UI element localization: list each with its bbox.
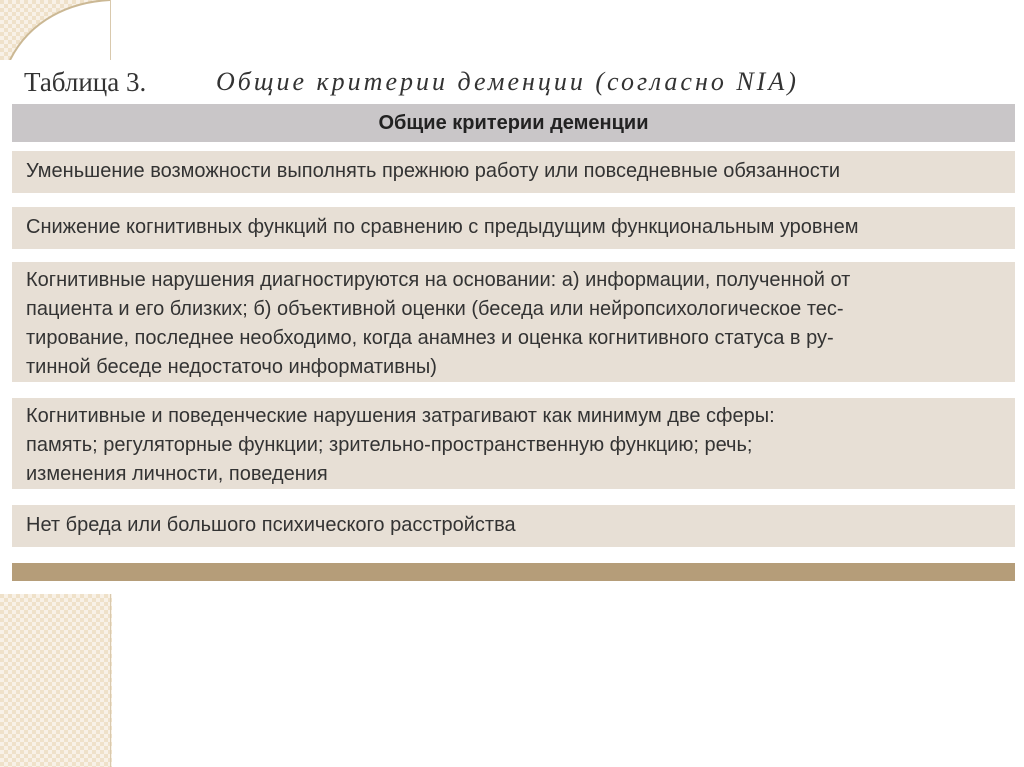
criterion-line: Когнитивные и поведенческие нарушения затрагивают как минимум две сферы: bbox=[26, 405, 775, 427]
criterion-line: Снижение когнитивных функций по сравнению с предыдущим функциональным уровнем bbox=[26, 216, 859, 238]
criterion-row-1 bbox=[12, 151, 1015, 193]
criterion-line: пациента и его близких; б) объективной оценки (беседа или нейропсихологическое тес- bbox=[26, 298, 844, 320]
criterion-line: Когнитивные нарушения диагностируются на основании: а) информации, полученной от bbox=[26, 269, 851, 291]
table-header bbox=[12, 104, 1015, 142]
criterion-row-2 bbox=[12, 207, 1015, 249]
criterion-line: Нет бреда или большого психического расстройства bbox=[26, 514, 516, 536]
criterion-line: Уменьшение возможности выполнять прежнюю работу или повседневные обязанности bbox=[26, 160, 841, 182]
criterion-line: тинной беседе недостаточо информативны) bbox=[26, 356, 437, 378]
table-footer-bar bbox=[12, 563, 1015, 581]
decorative-divider-bottom bbox=[110, 594, 111, 767]
criterion-line: память; регуляторные функции; зрительно-пространственную функцию; речь; bbox=[26, 434, 753, 456]
criterion-line: тирование, последнее необходимо, когда анамнез и оценка когнитивного статуса в ру- bbox=[26, 327, 834, 349]
table-header-text: Общие критерии деменции bbox=[378, 111, 649, 134]
decorative-pattern-top bbox=[0, 0, 110, 60]
page-curl-icon bbox=[0, 0, 110, 60]
decorative-pattern-bottom bbox=[0, 594, 112, 767]
table-title: Общие критерии деменции (согласно NIA) bbox=[216, 67, 799, 96]
criterion-row-5 bbox=[12, 505, 1015, 547]
criterion-line: изменения личности, поведения bbox=[26, 463, 328, 485]
table-label: Таблица 3. bbox=[24, 66, 147, 97]
criterion-row-4 bbox=[12, 398, 1015, 489]
table-caption bbox=[24, 62, 1004, 102]
decorative-divider-top bbox=[110, 0, 111, 60]
criterion-row-3 bbox=[12, 262, 1015, 382]
